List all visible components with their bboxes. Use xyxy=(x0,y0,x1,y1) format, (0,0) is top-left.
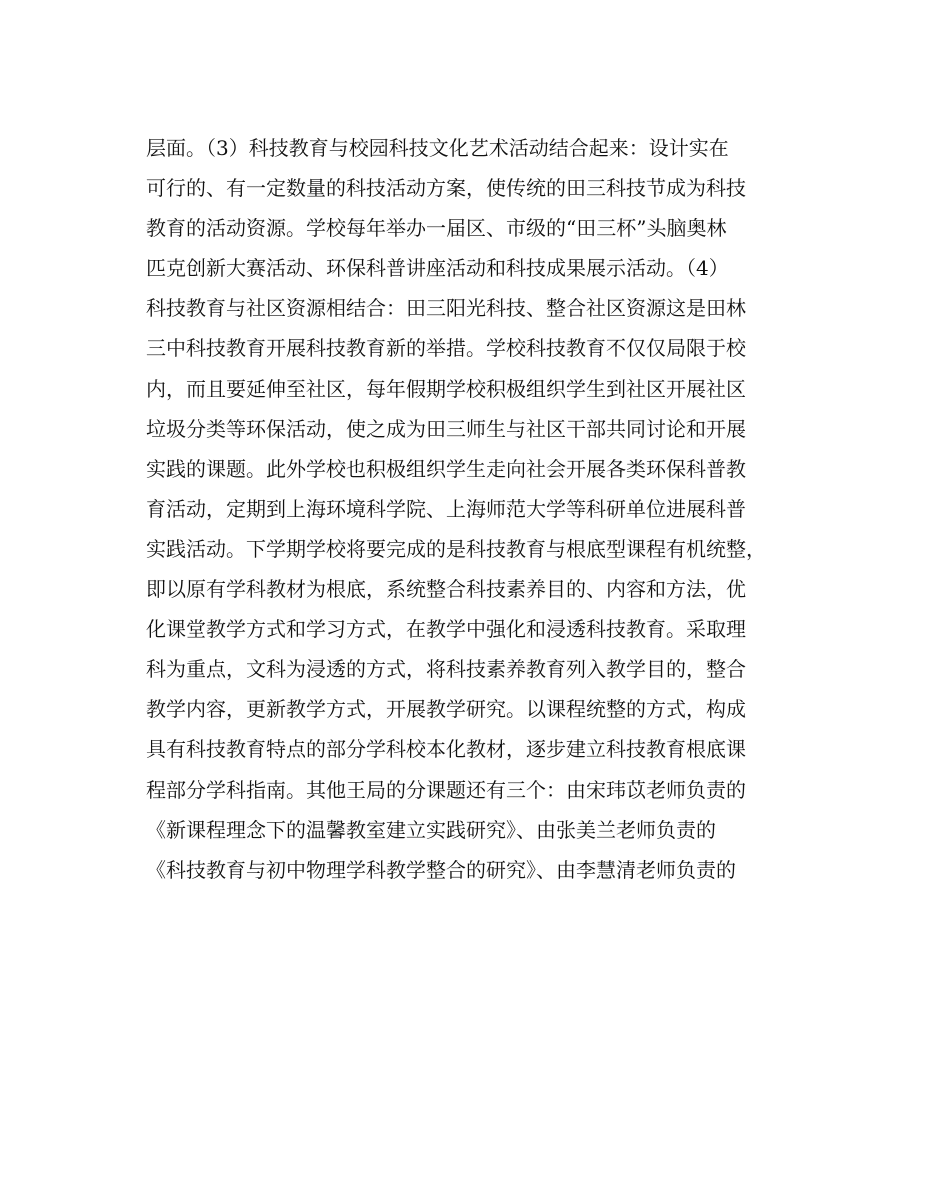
text-line: 《科技教育与初中物理学科教学整合的研究》、由李慧清老师负责的 xyxy=(146,857,736,882)
text-line: 可行的、有一定数量的科技活动方案，使传统的田三科技节成为科技 xyxy=(146,176,746,201)
text-line: 实践活动。下学期学校将要完成的是科技教育与根底型课程有机统整， xyxy=(146,536,766,561)
text-line: 实践的课题。此外学校也积极组织学生走向社会开展各类环保科普教 xyxy=(146,456,746,481)
body-text xyxy=(146,132,816,894)
text-line: 育活动，定期到上海环境科学院、上海师范大学等科研单位进展科普 xyxy=(146,496,746,521)
text-line: 匹克创新大赛活动、环保科普讲座活动和科技成果展示活动。（4） xyxy=(146,256,729,281)
text-line: 科技教育与社区资源相结合：田三阳光科技、整合社区资源这是田林 xyxy=(146,296,746,321)
text-line: 科为重点，文科为浸透的方式，将科技素养教育列入教学目的，整合 xyxy=(146,657,746,682)
text-line: 即以原有学科教材为根底，系统整合科技素养目的、内容和方法，优 xyxy=(146,577,746,602)
text-line: 内，而且要延伸至社区，每年假期学校积极组织学生到社区开展社区 xyxy=(146,376,746,401)
text-line: 化课堂教学方式和学习方式，在教学中强化和浸透科技教育。采取理 xyxy=(146,617,746,642)
text-line: 三中科技教育开展科技教育新的举措。学校科技教育不仅仅局限于校 xyxy=(146,336,746,361)
text-line: 教育的活动资源。学校每年举办一届区、市级的“田三杯”头脑奥林 xyxy=(146,216,727,241)
text-line: 垃圾分类等环保活动，使之成为田三师生与社区干部共同讨论和开展 xyxy=(146,416,746,441)
text-line: 《新课程理念下的温馨教室建立实践研究》、由张美兰老师负责的 xyxy=(146,817,716,842)
text-line: 层面。（3）科技教育与校园科技文化艺术活动结合起来：设计实在 xyxy=(146,136,729,160)
text-line: 程部分学科指南。其他王局的分课题还有三个：由宋玮苡老师负责的 xyxy=(146,777,746,802)
text-line: 教学内容，更新教学方式，开展教学研究。以课程统整的方式，构成 xyxy=(146,697,746,722)
text-line: 具有科技教育特点的部分学科校本化教材，逐步建立科技教育根底课 xyxy=(146,737,746,762)
